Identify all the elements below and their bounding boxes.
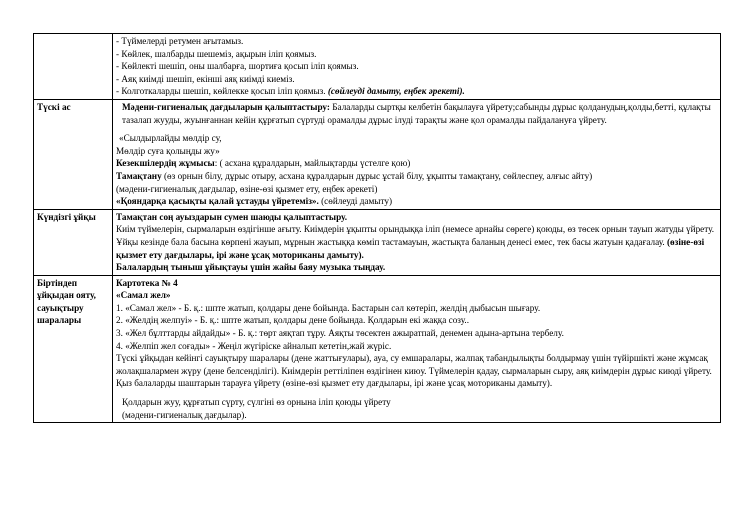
poem-line: «Сылдырлайды мөлдір су, bbox=[119, 133, 222, 144]
list-item bbox=[116, 85, 717, 98]
row-label: Күндізгі ұйқы bbox=[34, 209, 113, 275]
exercise-step: 2. «Желдің желпуі» - Б. қ.: шпте жатып, қолдары дене бойында. Қолдарын екі жаққа созу.. bbox=[116, 315, 470, 326]
after-nap-paragraph: Түскі ұйқыдан кейінгі сауықтыру шаралары (дене жаттығулары), ауа, су емшаралары, жалпақ табандылықты болдырмау үшін түйіршікті және жұмсақ жолақшалармен жүру (дене белсенділігі). Киімдерін реттіліпен өздігінен киюу. Түймелерін қадау, сырмаларын сыру, аяқ киімдерін дұрыс киюді үйрету. Қыз балаларды шаштарын тарауға үйрету (өзіне-өзі қызмет ету дағдылары, ірі және ұсақ моториканы дамыту). bbox=[116, 353, 712, 389]
hygiene-title: Мәдени-гигиеналық дағдыларын қалыптастыру: bbox=[122, 101, 330, 112]
table-row bbox=[34, 275, 721, 423]
meal-line bbox=[116, 170, 717, 183]
hygiene-text: Балаларды сыртқы келбетін бақылауға үйрету;сабынды дұрыс қолданудың,қолды,бетті, құлақты тазалап жууды, жуынғаннан кейін құрғатып сүртуді орамалды дұрыс ілуді тарақты және қол орамалды пайдалануға үйрету. bbox=[122, 101, 711, 125]
row-label-line: Біртіндеп bbox=[37, 277, 77, 288]
exercise-step: 4. «Желпіп жел соғады» - Жеңіл жүгіріске айналып кететін,жай жүріс. bbox=[116, 340, 392, 351]
spoon-line bbox=[116, 195, 717, 208]
row-label-line: шаралары bbox=[37, 315, 82, 326]
meal-note: (мәдени-гигиеналық дағдылар, өзіне-өзі қызмет ету, еңбек әрекеті) bbox=[116, 183, 378, 194]
list-item: - Аяқ киімді шешіп, екінші аяқ киімді киеміз. bbox=[116, 73, 295, 84]
exercise-step: 1. «Самал жел» - Б. қ.: шпте жатып, қолдары дене бойында. Бастарын сәл көтеріп, желдің дыбысын шығару. bbox=[116, 302, 541, 313]
wash-line: Қолдарын жуу, құрғатып сүрту, сүлгіні өз орнына іліп қоюды үйрету bbox=[122, 397, 391, 408]
list-item-text: - Колготкаларды шешіп, көйлекке қосып іліп қоямыз. bbox=[116, 86, 328, 97]
row-label-line: ұйқыдан ояту, bbox=[37, 290, 96, 301]
hygiene-paragraph bbox=[116, 101, 717, 126]
row-label-line: сауықтыру bbox=[37, 302, 84, 313]
spoon-text: (сөйлеуді дамыту) bbox=[318, 196, 393, 207]
row-label: Түскі ас bbox=[34, 99, 113, 209]
table-row bbox=[34, 99, 721, 209]
plan-table bbox=[33, 33, 721, 423]
meal-text: (өз орнын білу, дұрыс отыру, асхана құралдарын дұрыс ұстай білу, ұқыпты тамақтану, сөйлеспеу, алғыс айту) bbox=[161, 170, 593, 181]
row-label bbox=[34, 275, 113, 423]
table-row bbox=[34, 209, 721, 275]
poem-line: Мөлдір суға қолыңды жу» bbox=[116, 145, 220, 156]
spoon-title: «Қояндарқа қасықты қалай ұстауды үйретеміз». bbox=[116, 196, 319, 207]
skill-note: (сөйлеуді дамыту, еңбек әрекеті). bbox=[327, 86, 465, 97]
row-content bbox=[113, 99, 721, 209]
row-label bbox=[34, 34, 113, 100]
wash-note: (мәдени-гигиеналық дағдылар). bbox=[122, 409, 247, 420]
exercise-step: 3. «Жел бұлттарды айдайды» - Б. қ.: төрт аяқтап тұру. Аяқты төсектен ажыратпай, денемен адына-артына тербелу. bbox=[116, 328, 564, 339]
nap-paragraph bbox=[116, 223, 717, 261]
skill-note: (өзіне-өзі қызмет ету дағдылары, ірі және ұсақ моториканы дамыту). bbox=[116, 236, 705, 260]
music-line: Балалардың тыныш ұйықтауы үшін жайы баяу музыка тыңдау. bbox=[116, 262, 386, 273]
game-title: «Самал жел» bbox=[116, 290, 171, 301]
row-content bbox=[113, 34, 721, 100]
list-item: - Түймелерді ретумен ағытамыз. bbox=[116, 36, 244, 46]
table-row bbox=[34, 34, 721, 100]
list-item: - Көйлек, шалбарды шешеміз, ақырын іліп қоямыз. bbox=[116, 48, 317, 59]
duty-line bbox=[116, 157, 717, 170]
list-item: - Көйлекті шешіп, оны шалбарға, шортиға қосып іліп қоямыз. bbox=[116, 61, 359, 72]
duty-title: Кезекшілердің жұмысы bbox=[116, 158, 215, 169]
row-content bbox=[113, 209, 721, 275]
card-number: Картотека № 4 bbox=[116, 277, 178, 288]
meal-title: Тамақтану bbox=[116, 170, 162, 181]
row-content bbox=[113, 275, 721, 423]
nap-title: Тамақтан соң ауыздарын сумен шаюды қалыптастыру. bbox=[116, 211, 348, 222]
nap-text: Киім түймелерін, сырмаларын өздігінше ағыту. Киімдерін ұқыпты орындыққа іліп (немесе арнайы сөреге) қоюды, өз төсек орнын тауып жатуды үйрету. Ұйқы кезінде бала басына көрпені жауып, мұрнын жастыққа көміп тастамауын, жастықта баланың денесі емес, тек басы жатуын қадағалау. bbox=[116, 224, 715, 247]
duty-text: : ( асхана құралдарын, майлықтарды үстелге қою) bbox=[214, 158, 411, 169]
